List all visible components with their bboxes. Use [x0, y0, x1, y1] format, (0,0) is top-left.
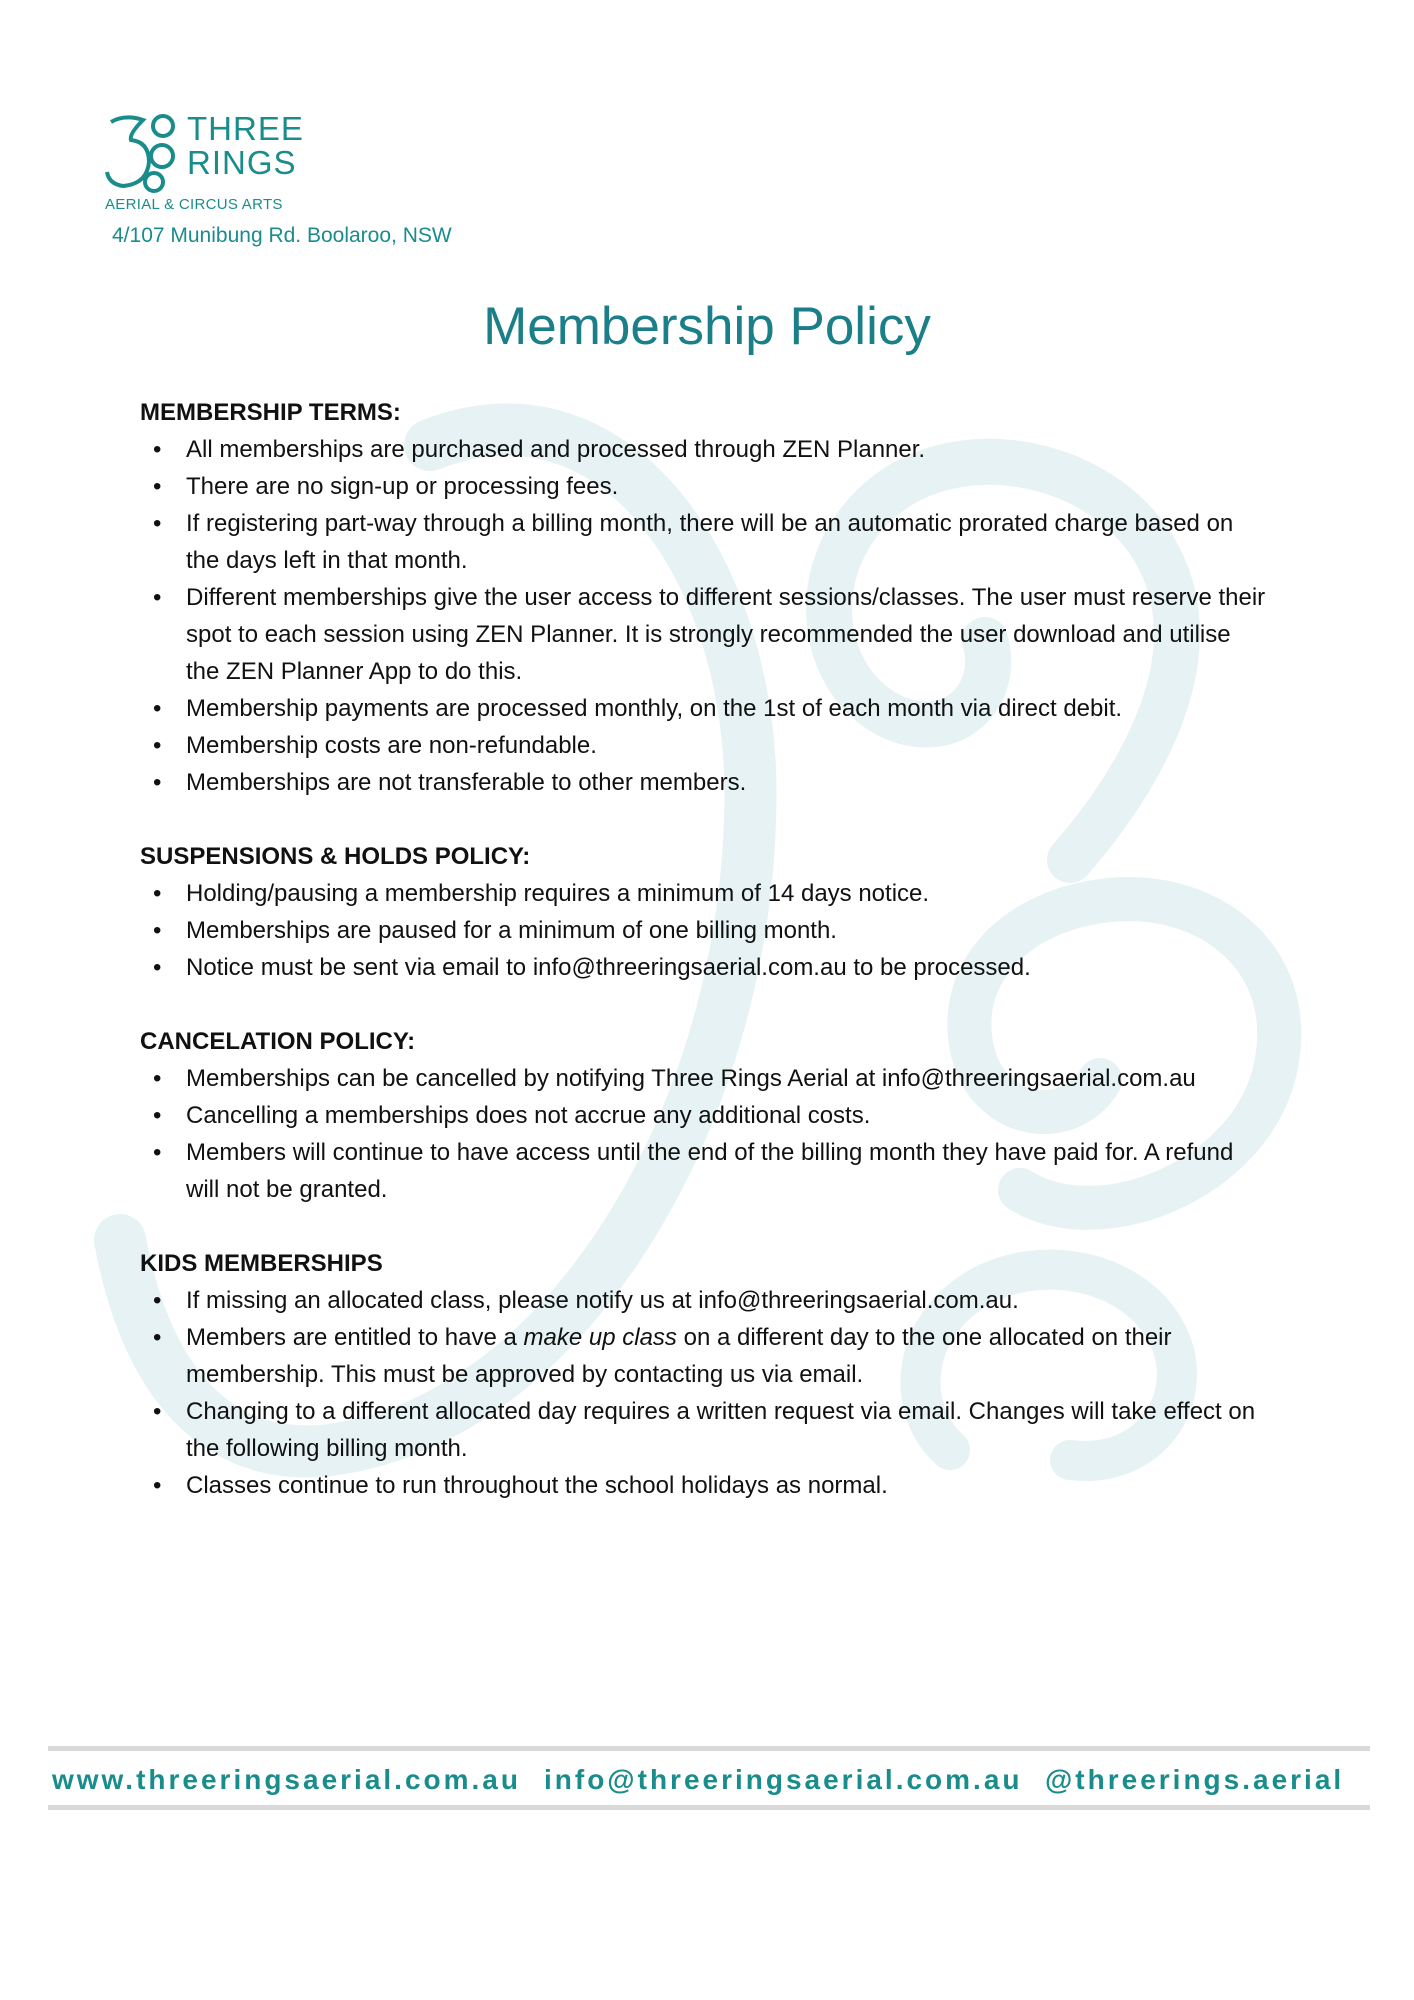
list-item: • Membership payments are processed monthly, on the 1st of each month via direct debit.	[140, 690, 1270, 727]
list-item-emphasis: make up class	[523, 1324, 677, 1351]
list-item: • Memberships can be cancelled by notifying Three Rings Aerial at info@threeringsaerial.com.au	[140, 1060, 1270, 1097]
logo-wordmark	[187, 112, 304, 180]
studio-address: 4/107 Munibung Rd. Boolaroo, NSW	[112, 224, 452, 247]
list-item: • Notice must be sent via email to info@threeringsaerial.com.au to be processed.	[140, 949, 1270, 986]
section-suspensions-holds	[140, 838, 1270, 986]
footer-divider-top	[48, 1746, 1370, 1751]
section-membership-terms	[140, 394, 1270, 801]
list-item: • Different memberships give the user access to different sessions/classes. The user must reserve their spot to each session using ZEN Planner. It is strongly recommended the user download and utilise the ZEN Planner App to do this.	[140, 579, 1270, 690]
list-item: • Memberships are paused for a minimum of one billing month.	[140, 912, 1270, 949]
bullet-list	[140, 1060, 1270, 1208]
footer-email-link[interactable]: info@threeringsaerial.com.au	[544, 1764, 1023, 1795]
logo-wordmark-line1: THREE	[187, 110, 304, 147]
list-item: • If missing an allocated class, please notify us at info@threeringsaerial.com.au.	[140, 1282, 1270, 1319]
list-item: • Classes continue to run throughout the school holidays as normal.	[140, 1467, 1270, 1504]
bullet-list	[140, 1282, 1270, 1504]
list-item: • Memberships are not transferable to other members.	[140, 764, 1270, 801]
list-item	[140, 1319, 1270, 1393]
section-heading: SUSPENSIONS & HOLDS POLICY:	[140, 843, 531, 870]
list-item: • Changing to a different allocated day requires a written request via email. Changes will take effect on the following billing month.	[140, 1393, 1270, 1467]
footer-contact-bar	[52, 1758, 1372, 1802]
page-title: Membership Policy	[483, 297, 931, 356]
three-rings-logo-mark	[105, 112, 181, 202]
section-heading: CANCELATION POLICY:	[140, 1028, 416, 1055]
list-item-text: on a different day to the one allocated on their membership. This must be approved by contacting us via email.	[186, 1324, 1172, 1388]
section-heading: KIDS MEMBERSHIPS	[140, 1250, 383, 1277]
list-item: • Cancelling a memberships does not accrue any additional costs.	[140, 1097, 1270, 1134]
list-item: • All memberships are purchased and processed through ZEN Planner.	[140, 431, 1270, 468]
footer-website-link[interactable]: www.threeringsaerial.com.au	[52, 1764, 521, 1795]
footer-social-handle[interactable]: @threerings.aerial	[1045, 1764, 1345, 1795]
section-heading: MEMBERSHIP TERMS:	[140, 399, 401, 426]
bullet-list	[140, 431, 1270, 801]
list-item: • Membership costs are non-refundable.	[140, 727, 1270, 764]
list-item: • Members will continue to have access until the end of the billing month they have paid for. A refund will not be granted.	[140, 1134, 1270, 1208]
bullet-list	[140, 875, 1270, 986]
footer-divider-bottom	[48, 1805, 1370, 1810]
logo-tagline: AERIAL & CIRCUS ARTS	[105, 196, 283, 213]
three-rings-logo	[105, 112, 325, 217]
list-item: • There are no sign-up or processing fees.	[140, 468, 1270, 505]
list-item: • If registering part-way through a billing month, there will be an automatic prorated charge based on the days left in that month.	[140, 505, 1270, 579]
logo-wordmark-line2: RINGS	[187, 144, 297, 181]
policy-content	[140, 394, 1270, 1541]
section-kids-memberships	[140, 1245, 1270, 1504]
list-item-text: Members are entitled to have a	[186, 1324, 524, 1351]
list-item: • Holding/pausing a membership requires a minimum of 14 days notice.	[140, 875, 1270, 912]
section-cancelation-policy	[140, 1023, 1270, 1208]
